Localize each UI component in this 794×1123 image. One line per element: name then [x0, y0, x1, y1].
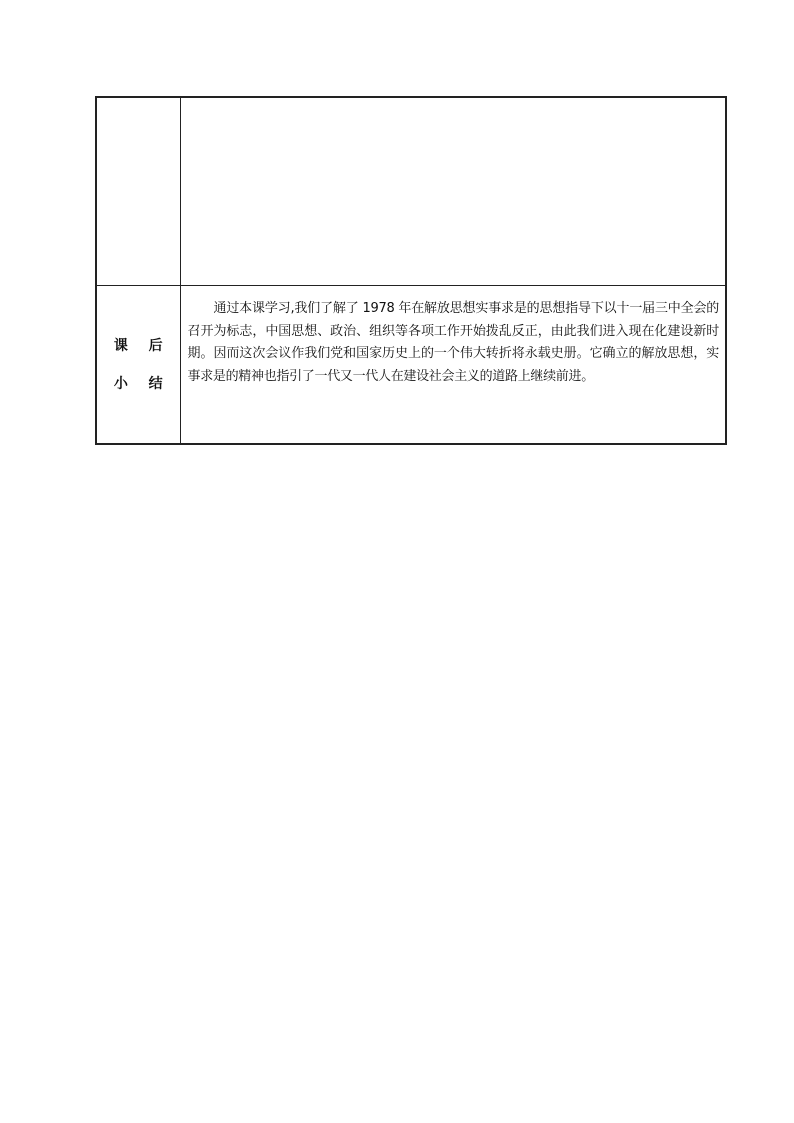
summary-row [96, 286, 726, 445]
summary-content-cell [180, 286, 726, 445]
summary-label-cell [96, 286, 180, 445]
blank-content-cell [180, 97, 726, 286]
blank-label-cell [96, 97, 180, 286]
lesson-table [95, 96, 727, 445]
blank-row [96, 97, 726, 286]
summary-label-line-1: 课 后 [113, 337, 171, 354]
summary-label-line-2: 小 结 [113, 375, 171, 392]
summary-paragraph: 通过本课学习,我们了解了 1978 年在解放思想实事求是的思想指导下以十一届三中全会的召开为标志，中国思想、政治、组织等各项工作开始拨乱反正，由此我们进入现在化建设新时期。因而这次会议作我们党和国家历史上的一个伟大转折将永载史册。它确立的解放思想，实事求是的精神也指引了一代又一代人在建设社会主义的道路上继续前进。 [187, 301, 719, 384]
